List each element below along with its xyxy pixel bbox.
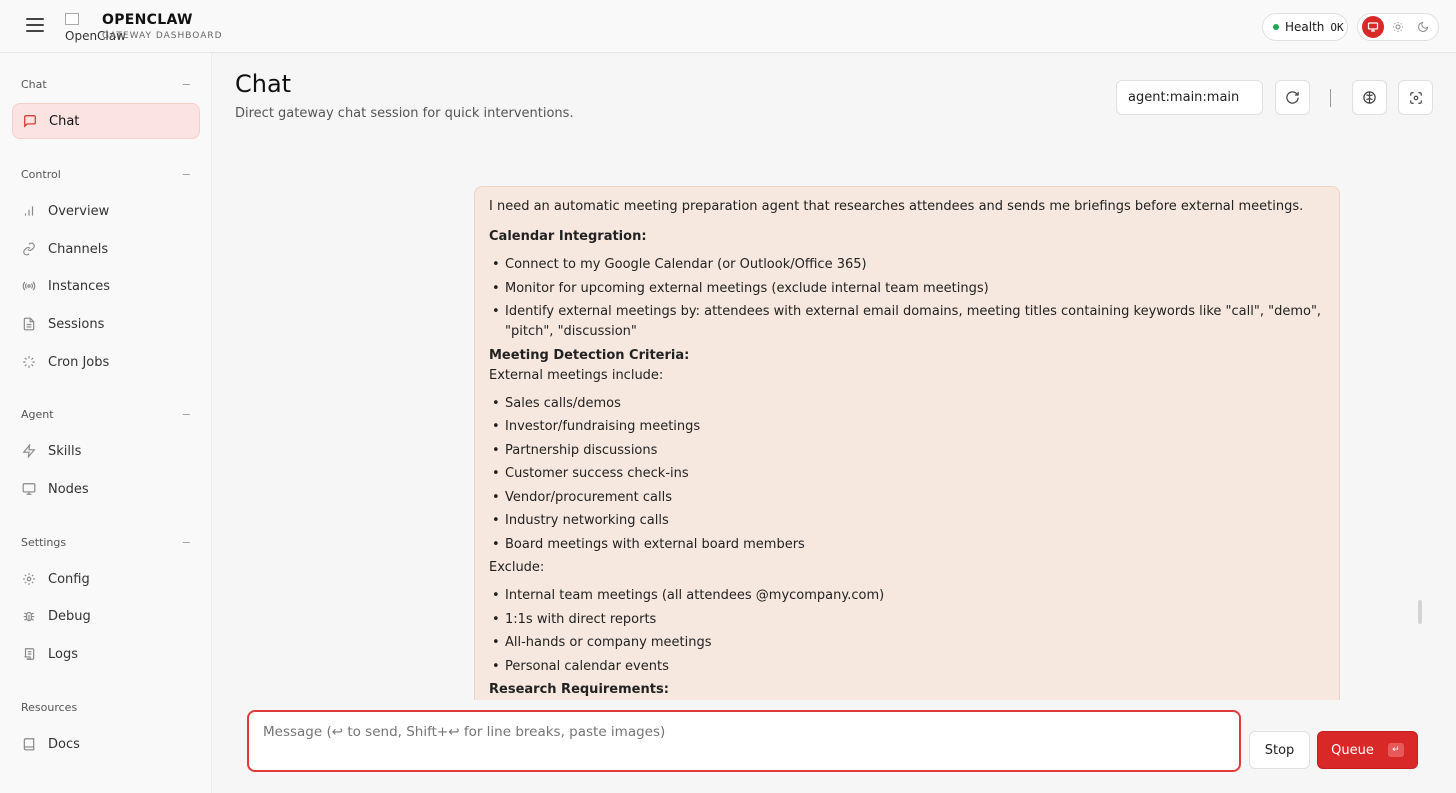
sidebar-item-label: Channels bbox=[48, 241, 109, 257]
sidebar-item-label: Cron Jobs bbox=[48, 354, 110, 370]
health-dot-icon bbox=[1273, 24, 1279, 30]
moon-icon bbox=[1417, 21, 1429, 33]
heading-meeting-detection: Meeting Detection Criteria: bbox=[489, 347, 690, 363]
book-icon bbox=[22, 737, 36, 751]
list-item: • 1:1s with direct reports bbox=[489, 610, 1325, 630]
include-label: External meetings include: bbox=[489, 367, 664, 383]
thinking-toggle-button[interactable] bbox=[1352, 80, 1387, 115]
bar-chart-icon bbox=[22, 204, 36, 218]
sidebar-item-config[interactable] bbox=[12, 561, 200, 597]
settings-icon bbox=[22, 572, 36, 586]
sidebar-item-label: Debug bbox=[48, 608, 91, 624]
calendar-list bbox=[489, 255, 1325, 342]
sidebar bbox=[0, 53, 212, 793]
list-item: • Sales calls/demos bbox=[489, 394, 1325, 414]
sidebar-item-label: Logs bbox=[48, 646, 78, 662]
list-item: • Partnership discussions bbox=[489, 441, 1325, 461]
top-bar bbox=[0, 0, 1456, 53]
list-item: • All-hands or company meetings bbox=[489, 633, 1325, 653]
message-intro: I need an automatic meeting preparation agent that researches attendees and sends me briefings before external meetings. bbox=[489, 199, 1304, 214]
sidebar-item-overview[interactable] bbox=[12, 193, 200, 229]
loader-icon bbox=[22, 355, 36, 369]
list-item: • Board meetings with external board members bbox=[489, 535, 1325, 555]
user-message bbox=[474, 186, 1340, 706]
collapse-icon[interactable]: − bbox=[181, 408, 191, 421]
theme-switcher bbox=[1357, 13, 1439, 41]
queue-button[interactable] bbox=[1317, 731, 1418, 769]
sidebar-item-label: Overview bbox=[48, 203, 110, 219]
health-status bbox=[1262, 13, 1348, 41]
list-item: • Personal calendar events bbox=[489, 657, 1325, 677]
sidebar-item-docs[interactable] bbox=[12, 726, 200, 762]
sidebar-item-debug[interactable] bbox=[12, 598, 200, 634]
enter-key-icon: ↵ bbox=[1388, 743, 1404, 757]
list-item: • Internal team meetings (all attendees @mycompany.com) bbox=[489, 586, 1325, 606]
sidebar-item-nodes[interactable] bbox=[12, 471, 200, 507]
menu-icon[interactable] bbox=[26, 18, 44, 34]
section-label: Agent bbox=[21, 408, 54, 421]
logo-alt-text: OpenClaw bbox=[65, 29, 126, 43]
scroll-icon bbox=[22, 647, 36, 661]
list-item: • Monitor for upcoming external meetings (exclude internal team meetings) bbox=[489, 279, 1325, 299]
section-label: Chat bbox=[21, 78, 47, 91]
session-selector[interactable]: agent:main:main bbox=[1116, 80, 1263, 115]
sidebar-item-chat[interactable] bbox=[12, 103, 200, 139]
theme-light-button[interactable] bbox=[1387, 16, 1409, 38]
section-settings[interactable] bbox=[21, 536, 191, 549]
health-value: OK bbox=[1330, 20, 1344, 34]
list-item: • Vendor/procurement calls bbox=[489, 488, 1325, 508]
brand-title: OPENCLAW bbox=[102, 12, 193, 28]
brain-icon bbox=[1362, 90, 1377, 105]
sidebar-item-cron-jobs[interactable] bbox=[12, 344, 200, 380]
zap-icon bbox=[22, 444, 36, 458]
bug-icon bbox=[22, 609, 36, 623]
focus-mode-button[interactable] bbox=[1398, 80, 1433, 115]
collapse-icon[interactable]: − bbox=[181, 536, 191, 549]
heading-research-requirements: Research Requirements: bbox=[489, 682, 669, 697]
section-label: Resources bbox=[21, 701, 78, 714]
sidebar-item-instances[interactable] bbox=[12, 268, 200, 304]
sidebar-item-skills[interactable] bbox=[12, 433, 200, 469]
file-text-icon bbox=[22, 317, 36, 331]
message-input[interactable] bbox=[247, 710, 1241, 772]
monitor-icon bbox=[22, 482, 36, 496]
exclude-list bbox=[489, 586, 1325, 677]
queue-label: Queue bbox=[1331, 742, 1374, 758]
list-item: • Industry networking calls bbox=[489, 511, 1325, 531]
theme-dark-button[interactable] bbox=[1412, 16, 1434, 38]
page-title: Chat bbox=[235, 70, 292, 98]
sidebar-item-label: Docs bbox=[48, 736, 80, 752]
exclude-label: Exclude: bbox=[489, 560, 545, 575]
sidebar-item-label: Config bbox=[48, 571, 90, 587]
refresh-button[interactable] bbox=[1275, 80, 1310, 115]
sidebar-item-label: Instances bbox=[48, 278, 111, 294]
sidebar-item-label: Nodes bbox=[48, 481, 89, 497]
link-icon bbox=[22, 242, 36, 256]
message-square-icon bbox=[23, 114, 37, 128]
list-item: • Customer success check-ins bbox=[489, 464, 1325, 484]
list-item: • Identify external meetings by: attendees with external email domains, meeting titles containing keywords like "call", "demo", "pitch", "discussion" bbox=[489, 302, 1325, 342]
stop-button[interactable]: Stop bbox=[1249, 731, 1310, 769]
sidebar-item-channels[interactable] bbox=[12, 231, 200, 267]
sidebar-item-label: Chat bbox=[49, 113, 80, 129]
focus-icon bbox=[1409, 91, 1423, 105]
collapse-icon[interactable]: − bbox=[181, 78, 191, 91]
health-label: Health bbox=[1285, 20, 1325, 34]
chat-scrollbar[interactable] bbox=[1418, 600, 1422, 624]
list-item: • Connect to my Google Calendar (or Outlook/Office 365) bbox=[489, 255, 1325, 275]
radio-icon bbox=[22, 279, 36, 293]
sidebar-item-label: Sessions bbox=[48, 316, 105, 332]
section-resources bbox=[21, 701, 191, 714]
theme-system-button[interactable] bbox=[1362, 16, 1384, 38]
section-label: Settings bbox=[21, 536, 67, 549]
toolbar-divider bbox=[1330, 89, 1331, 107]
sidebar-item-sessions[interactable] bbox=[12, 306, 200, 342]
list-item: • Investor/fundraising meetings bbox=[489, 417, 1325, 437]
refresh-icon bbox=[1285, 90, 1300, 105]
section-agent[interactable] bbox=[21, 408, 191, 421]
section-control[interactable] bbox=[21, 168, 191, 181]
broken-image-icon bbox=[65, 13, 79, 25]
monitor-icon bbox=[1367, 21, 1379, 33]
sun-icon bbox=[1392, 21, 1404, 33]
section-label: Control bbox=[21, 168, 61, 181]
sidebar-item-logs[interactable] bbox=[12, 636, 200, 672]
brand-subtitle: GATEWAY DASHBOARD bbox=[102, 31, 223, 41]
heading-calendar-integration: Calendar Integration: bbox=[489, 229, 647, 244]
collapse-icon[interactable]: − bbox=[181, 168, 191, 181]
sidebar-item-label: Skills bbox=[48, 443, 82, 459]
section-chat[interactable] bbox=[21, 78, 191, 91]
page-subtitle: Direct gateway chat session for quick interventions. bbox=[235, 106, 574, 121]
include-list bbox=[489, 394, 1325, 555]
